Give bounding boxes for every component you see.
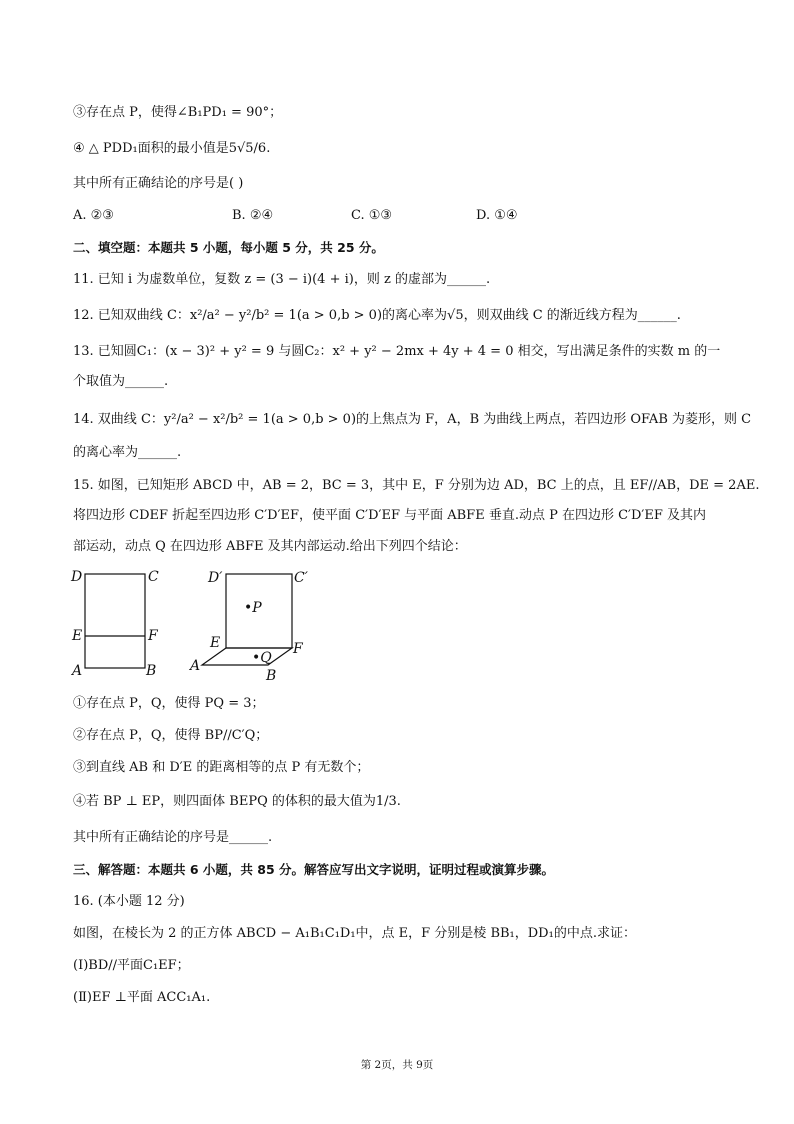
q15-statement-2: ②存在点 P，Q，使得 BP//C′Q； <box>73 728 269 743</box>
q10-statement-4: ④ △ PDD₁面积的最小值是5√5/6. <box>73 141 271 156</box>
q10-option-b: B. ②④ <box>232 208 274 223</box>
label-d-prime: D′ <box>208 570 223 586</box>
question-14-line-1: 14. 双曲线 C：y²/a² − x²/b² = 1(a > 0,b > 0)的上焦点为 F，A，B 为曲线上两点，若四边形 OFAB 为菱形，则 C <box>73 412 752 427</box>
q10-statement-3: ③存在点 P，使得∠B₁PD₁ = 90°； <box>73 105 283 120</box>
question-16-part-1: (Ⅰ)BD//平面C₁EF； <box>73 958 190 973</box>
label-e: E <box>72 628 83 644</box>
q15-prompt: 其中所有正确结论的序号是______. <box>73 830 273 845</box>
label-c-prime: C′ <box>294 570 308 586</box>
q10-option-d: D. ①④ <box>476 208 518 223</box>
label-b: B <box>146 663 157 679</box>
label-f2: F <box>293 641 303 657</box>
q10-option-a: A. ②③ <box>73 208 114 223</box>
question-13-line-1: 13. 已知圆C₁：(x − 3)² + y² = 9 与圆C₂：x² + y² − 2mx + 4y + 4 = 0 相交，写出满足条件的实数 m 的一 <box>73 344 721 359</box>
label-f: F <box>148 628 158 644</box>
question-16-part-2: (Ⅱ)EF ⊥平面 ACC₁A₁. <box>73 990 211 1005</box>
question-11: 11. 已知 i 为虚数单位，复数 z = (3 − i)(4 + i)，则 z 的虚部为______. <box>73 272 491 287</box>
question-15-line-2: 将四边形 CDEF 折起至四边形 C′D′EF，使平面 C′D′EF 与平面 ABFE 垂直.动点 P 在四边形 C′D′EF 及其内 <box>73 508 707 523</box>
q10-option-c: C. ①③ <box>351 208 393 223</box>
question-12: 12. 已知双曲线 C：x²/a² − y²/b² = 1(a > 0,b > 0)的离心率为√5，则双曲线 C 的渐近线方程为______. <box>73 308 681 323</box>
label-a2: A <box>190 658 201 674</box>
folded-diagram <box>202 574 292 665</box>
label-e2: E <box>210 635 221 651</box>
section-3-heading: 三、解答题：本题共 6 小题，共 85 分。解答应写出文字说明，证明过程或演算步骤。 <box>73 862 555 877</box>
label-p: •P <box>244 600 262 616</box>
question-16-body: 如图，在棱长为 2 的正方体 ABCD − A₁B₁C₁D₁中，点 E，F 分别是棱 BB₁，DD₁的中点.求证： <box>73 926 636 941</box>
q15-figure <box>60 562 320 684</box>
question-15-line-1: 15. 如图，已知矩形 ABCD 中，AB = 2，BC = 3，其中 E，F 分别为边 AD，BC 上的点，且 EF//AB，DE = 2AE. <box>73 478 760 493</box>
label-d: D <box>71 569 83 585</box>
q15-statement-4: ④若 BP ⊥ EP，则四面体 BEPQ 的体积的最大值为1/3. <box>73 794 401 809</box>
page-footer: 第 2页，共 9页 <box>360 1059 434 1071</box>
question-14-line-2: 的离心率为______. <box>73 445 182 460</box>
label-b2: B <box>266 668 277 684</box>
flat-rectangle-diagram <box>85 574 145 668</box>
q15-statement-1: ①存在点 P，Q，使得 PQ = 3； <box>73 696 265 711</box>
question-13-line-2: 个取值为______. <box>73 374 169 389</box>
label-c: C <box>148 569 159 585</box>
question-15-line-3: 部运动，动点 Q 在四边形 ABFE 及其内部运动.给出下列四个结论： <box>73 539 467 554</box>
label-a: A <box>72 663 83 679</box>
label-q: •Q <box>252 650 272 666</box>
question-16-title: 16. (本小题 12 分) <box>73 894 185 909</box>
section-2-heading: 二、填空题：本题共 5 小题，每小题 5 分，共 25 分。 <box>73 240 384 255</box>
q15-statement-3: ③到直线 AB 和 D′E 的距离相等的点 P 有无数个； <box>73 760 370 775</box>
rectangle-abcd <box>85 574 145 668</box>
q10-prompt: 其中所有正确结论的序号是( ) <box>73 176 244 191</box>
